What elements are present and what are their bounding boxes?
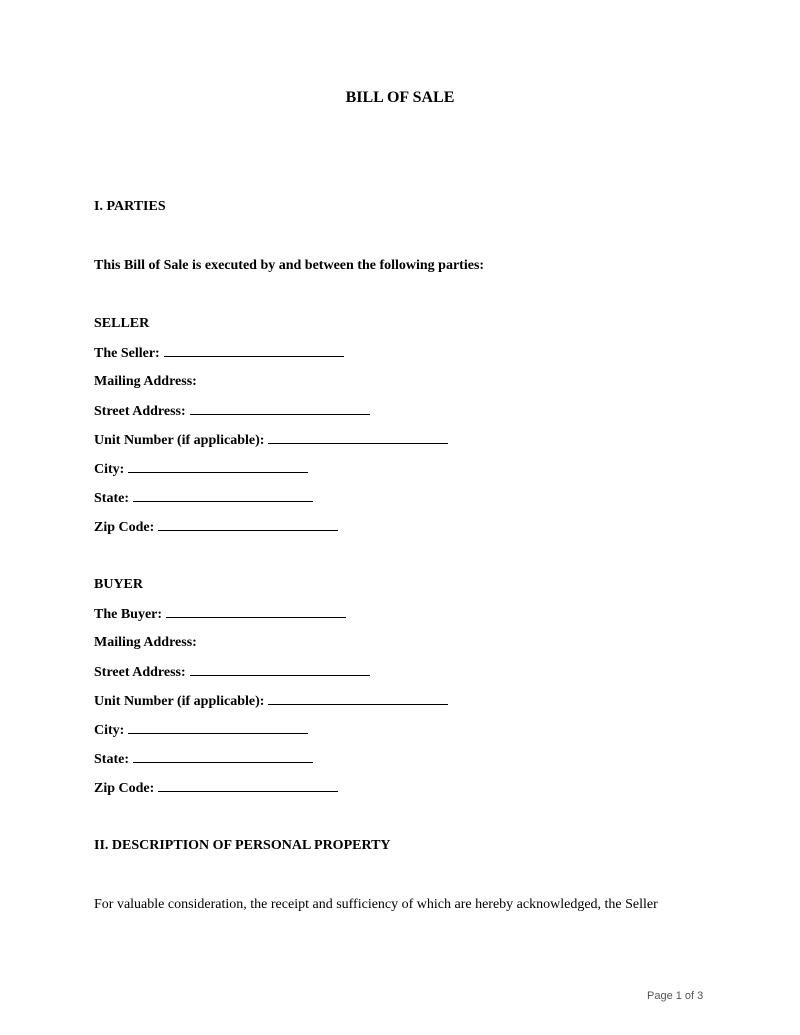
seller-unit-row xyxy=(94,431,448,449)
seller-name-label: The Seller: xyxy=(94,346,160,361)
seller-city-label: City: xyxy=(94,462,125,477)
seller-heading: SELLER xyxy=(94,316,150,331)
seller-state-field[interactable] xyxy=(133,489,313,502)
buyer-state-field[interactable] xyxy=(133,750,313,763)
buyer-street-field[interactable] xyxy=(190,663,370,676)
seller-state-row xyxy=(94,489,313,507)
seller-name-row xyxy=(94,344,344,362)
seller-zip-field[interactable] xyxy=(158,518,338,531)
buyer-name-field[interactable] xyxy=(166,605,346,618)
seller-zip-label: Zip Code: xyxy=(94,520,155,535)
seller-city-row xyxy=(94,460,308,478)
buyer-state-label: State: xyxy=(94,752,129,767)
description-paragraph: For valuable consideration, the receipt and sufficiency of which are hereby acknowledged, the Seller xyxy=(94,897,658,912)
seller-mailing-label: Mailing Address: xyxy=(94,374,197,389)
buyer-city-label: City: xyxy=(94,723,125,738)
seller-unit-label: Unit Number (if applicable): xyxy=(94,433,265,448)
buyer-city-row xyxy=(94,721,308,739)
buyer-heading: BUYER xyxy=(94,577,144,592)
buyer-zip-field[interactable] xyxy=(158,779,338,792)
buyer-zip-label: Zip Code: xyxy=(94,781,155,796)
buyer-mailing-label: Mailing Address: xyxy=(94,635,197,650)
document-title: BILL OF SALE xyxy=(345,89,455,106)
buyer-name-label: The Buyer: xyxy=(94,607,163,622)
seller-street-label: Street Address: xyxy=(94,404,186,419)
seller-unit-field[interactable] xyxy=(268,431,448,444)
buyer-state-row xyxy=(94,750,313,768)
seller-state-label: State: xyxy=(94,491,129,506)
seller-zip-row xyxy=(94,518,338,536)
buyer-unit-field[interactable] xyxy=(268,692,448,705)
section-description-heading: II. DESCRIPTION OF PERSONAL PROPERTY xyxy=(94,838,391,853)
buyer-zip-row xyxy=(94,779,338,797)
buyer-name-row xyxy=(94,605,346,623)
buyer-unit-row xyxy=(94,692,448,710)
seller-name-field[interactable] xyxy=(164,344,344,357)
buyer-city-field[interactable] xyxy=(128,721,308,734)
buyer-street-row xyxy=(94,663,370,681)
parties-intro: This Bill of Sale is executed by and between the following parties: xyxy=(94,258,485,273)
buyer-street-label: Street Address: xyxy=(94,665,186,680)
seller-street-field[interactable] xyxy=(190,402,370,415)
seller-street-row xyxy=(94,402,370,420)
section-parties-heading: I. PARTIES xyxy=(94,199,166,214)
buyer-unit-label: Unit Number (if applicable): xyxy=(94,694,265,709)
page-number: Page 1 of 3 xyxy=(647,990,704,1002)
seller-city-field[interactable] xyxy=(128,460,308,473)
